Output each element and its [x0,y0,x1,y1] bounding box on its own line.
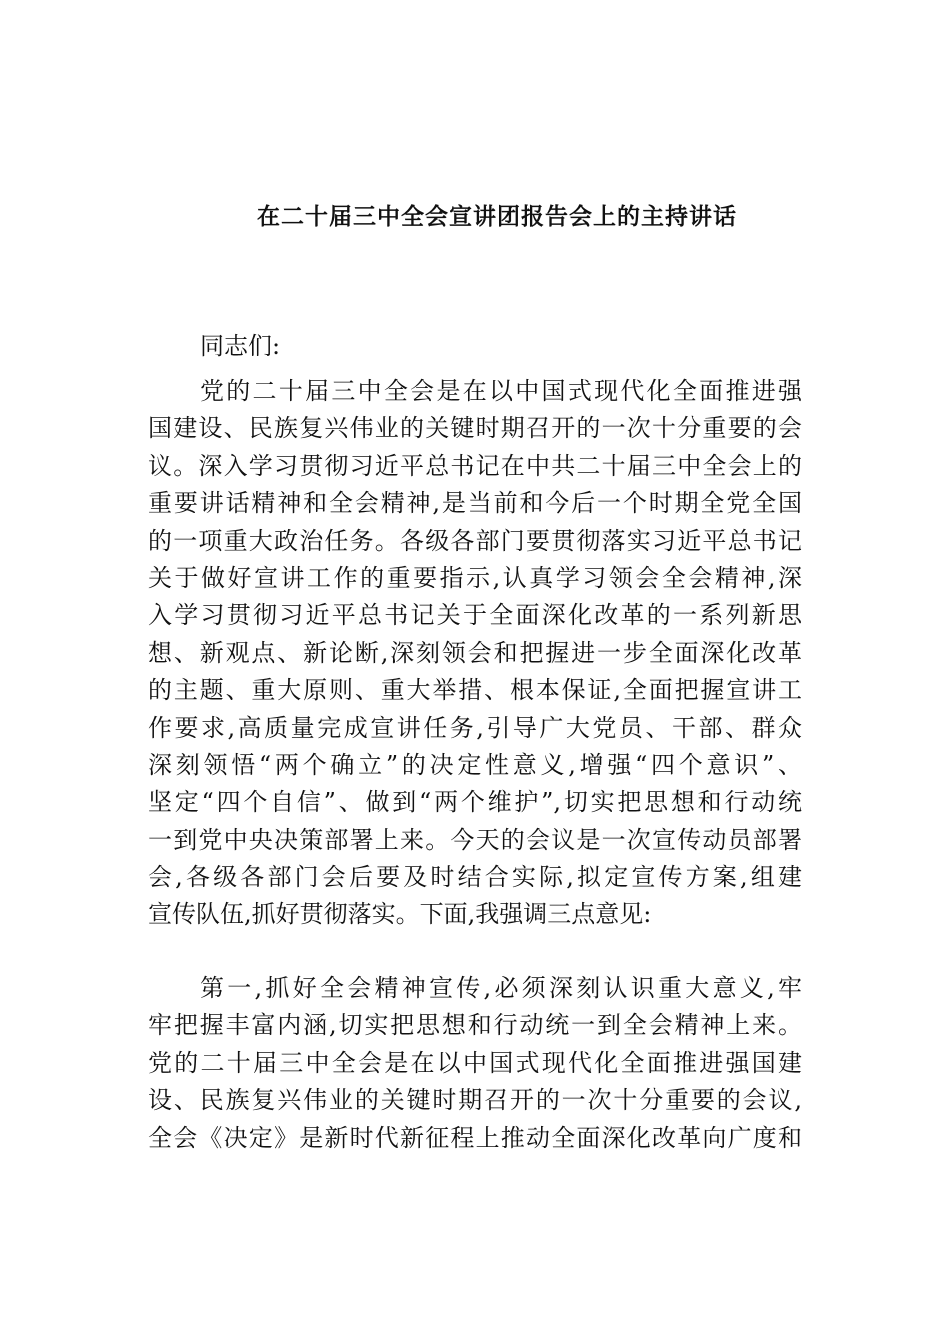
text-line: 的一项重大政治任务。各级各部门要贯彻落实习近平总书记 [148,526,802,555]
text-line: 议。深入学习贯彻习近平总书记在中共二十届三中全会上的 [148,451,802,480]
paragraph-2 [148,970,802,1157]
text-line: 宣传队伍,抓好贯彻落实。下面,我强调三点意见: [148,900,652,929]
text-line: 一到党中央决策部署上来。今天的会议是一次宣传动员部署 [148,825,802,854]
text-line: 入学习贯彻习近平总书记关于全面深化改革的一系列新思 [148,601,802,630]
text-line: 设、民族复兴伟业的关键时期召开的一次十分重要的会议, [148,1086,802,1115]
text-line: 重要讲话精神和全会精神,是当前和今后一个时期全党全国 [148,489,802,518]
text-line: 会,各级各部门会后要及时结合实际,拟定宣传方案,组建 [148,863,802,892]
text-line: 作要求,高质量完成宣讲任务,引导广大党员、干部、群众 [148,713,802,742]
text-line: 坚定“四个自信”、做到“两个维护”,切实把思想和行动统 [148,788,802,817]
text-line: 党的二十届三中全会是在以中国式现代化全面推进强国建 [148,1048,802,1077]
text-line: 国建设、民族复兴伟业的关键时期召开的一次十分重要的会 [148,414,802,443]
text-line: 牢把握丰富内涵,切实把思想和行动统一到全会精神上来。 [148,1011,802,1040]
text-line: 关于做好宣讲工作的重要指示,认真学习领会全会精神,深 [148,563,802,592]
text-line: 的主题、重大原则、重大举措、根本保证,全面把握宣讲工 [148,676,802,705]
salutation: 同志们: [200,332,281,360]
paragraph-1 [148,373,802,934]
document-title: 在二十届三中全会宣讲团报告会上的主持讲话 [257,204,737,230]
text-line: 想、新观点、新论断,深刻领会和把握进一步全面深化改革 [148,638,802,667]
text-line: 第一,抓好全会精神宣传,必须深刻认识重大意义,牢 [200,974,802,1002]
text-line: 党的二十届三中全会是在以中国式现代化全面推进强 [200,377,802,405]
text-line: 深刻领悟“两个确立”的决定性意义,增强“四个意识”、 [148,750,802,779]
text-line: 全会《决定》是新时代新征程上推动全面深化改革向广度和 [148,1123,802,1152]
